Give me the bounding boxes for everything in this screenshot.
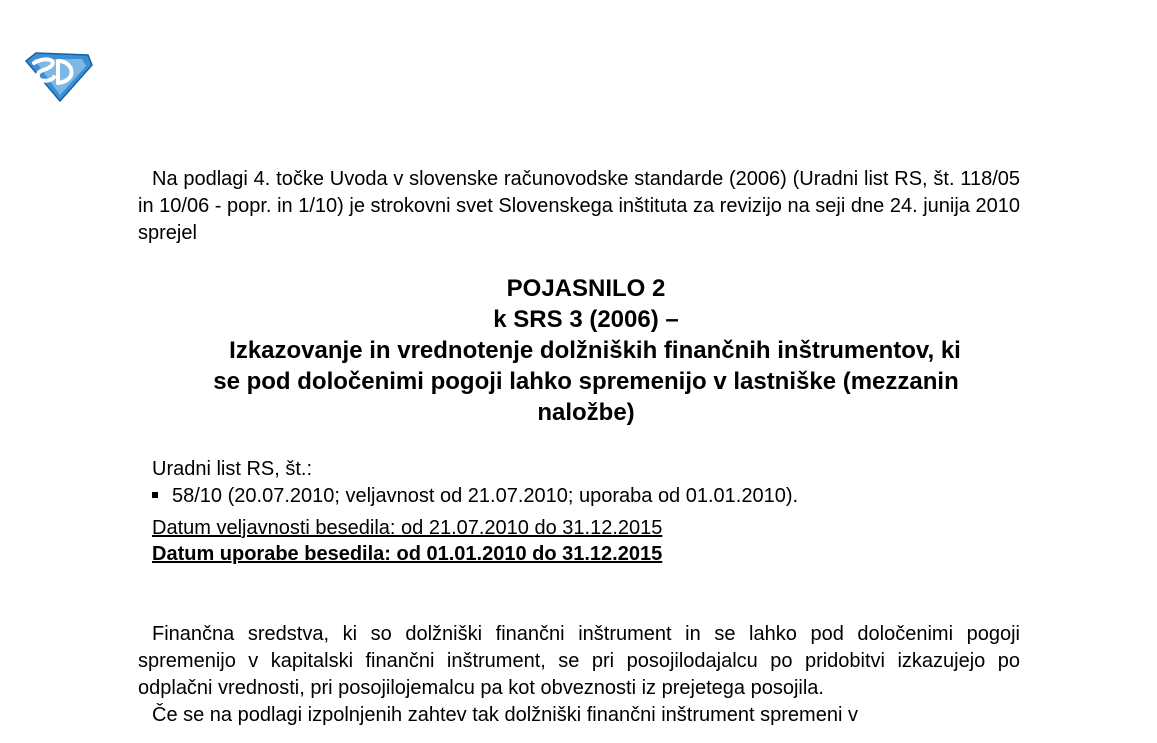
gazette-reference — [152, 456, 1022, 510]
gazette-heading: Uradni list RS, št.: — [152, 458, 313, 480]
bullet-icon — [152, 492, 158, 498]
body-paragraph-2-text: Če se na podlagi izpolnjenih zahtev tak dolžniški finančni inštrument spremeni v — [152, 704, 858, 726]
intro-text: Na podlagi 4. točke Uvoda v slovenske računovodske standarde (2006) (Uradni list RS, št. 118/05 in 10/06 - popr. in 1/10) je strokovni svet Slovenskega inštituta za revizijo na seji dne 24. junija 2010 sprejel — [138, 168, 1020, 244]
document-title — [138, 273, 1034, 428]
title-line-4: se pod določenimi pogoji lahko spremenijo v lastniške (mezzanin — [213, 368, 959, 395]
title-line-3: Izkazovanje in vrednotenje dolžniških finančnih inštrumentov, ki — [229, 337, 961, 364]
title-line-5: naložbe) — [537, 399, 635, 426]
gazette-item — [152, 483, 1022, 510]
body-paragraph-1 — [138, 621, 1020, 702]
body-paragraph-1-text: Finančna sredstva, ki so dolžniški finančni inštrument in se lahko pod določenimi pogoji spremenijo v kapitalski finančni inštrument, se pri posojilodajalcu po pridobitvi izkazujejo po odplačni vrednosti, pri posojilojemalcu pa kot obveznosti iz prejetega posojila. — [138, 623, 1020, 699]
title-line-1: POJASNILO 2 — [506, 275, 666, 302]
validity-date: Datum veljavnosti besedila: od 21.07.2010 do 31.12.2015 — [152, 517, 663, 539]
gazette-item-text: 58/10 (20.07.2010; veljavnost od 21.07.2010; uporaba od 01.01.2010). — [172, 485, 799, 507]
title-line-2: k SRS 3 (2006) – — [493, 306, 679, 333]
intro-paragraph — [138, 166, 1020, 247]
date-info — [152, 515, 662, 567]
sd-logo — [22, 49, 94, 103]
body-text — [138, 621, 1020, 729]
body-paragraph-2 — [138, 702, 1020, 729]
usage-date: Datum uporabe besedila: od 01.01.2010 do 31.12.2015 — [152, 543, 663, 565]
